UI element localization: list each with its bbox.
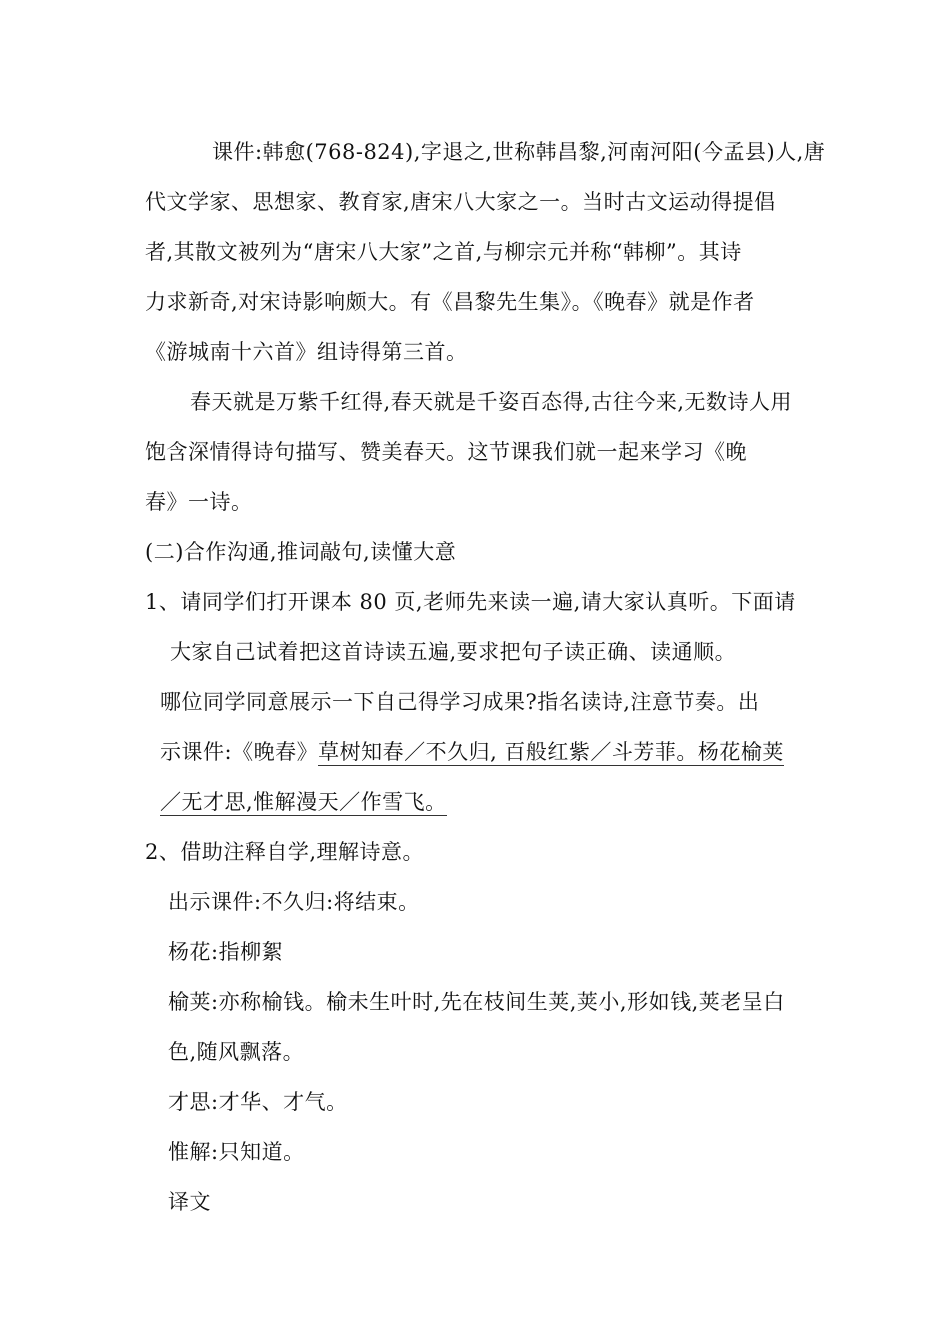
step1-line-1: 1、请同学们打开课本 80 页,老师先来读一遍,请大家认真听。下面请: [145, 590, 796, 614]
spring-line-1: 春天就是万紫千红得,春天就是千姿百态得,古往今来,无数诗人用: [190, 390, 793, 414]
step1-line-4: [160, 737, 784, 767]
translation-label: 译文: [168, 1190, 211, 1214]
gloss-yujia-2: 色,随风飘落。: [168, 1040, 305, 1064]
intro-line-1: 课件:韩愈(768-824),字退之,世称韩昌黎,河南河阳(今孟县)人,唐: [212, 140, 826, 164]
section-heading: (二)合作沟通,推词敲句,读懂大意: [145, 540, 457, 564]
step2-heading: 2、借助注释自学,理解诗意。: [145, 840, 425, 864]
courseware-prefix: 示课件:《晚春》: [160, 740, 319, 764]
step1-line-3: 哪位同学同意展示一下自己得学习成果?指名读诗,注意节奏。出: [160, 690, 760, 714]
gloss-buji: 出示课件:不久归:将结束。: [168, 890, 420, 914]
gloss-yujia-1: 榆荚:亦称榆钱。榆未生叶时,先在枝间生荚,荚小,形如钱,荚老呈白: [168, 990, 785, 1014]
intro-line-5: 《游城南十六首》组诗得第三首。: [145, 340, 468, 364]
gloss-caisi: 才思:才华、才气。: [168, 1090, 348, 1114]
intro-line-4: 力求新奇,对宋诗影响颇大。有《昌黎先生集》。《晚春》就是作者: [145, 290, 755, 314]
gloss-weijie: 惟解:只知道。: [168, 1140, 305, 1164]
poem-line-1: 草树知春／不久归, 百般红紫／斗芳菲。杨花榆荚: [318, 740, 784, 764]
gloss-yanghua: 杨花:指柳絮: [168, 940, 284, 964]
poem-line-2: ／无才思,惟解漫天／作雪飞。: [160, 790, 447, 814]
step1-line-2: 大家自己试着把这首诗读五遍,要求把句子读正确、读通顺。: [170, 640, 737, 664]
spring-line-2: 饱含深情得诗句描写、赞美春天。这节课我们就一起来学习《晚: [145, 440, 747, 464]
spring-line-3: 春》一诗。: [145, 490, 253, 514]
step1-line-5: [160, 787, 447, 817]
intro-line-2: 代文学家、思想家、教育家,唐宋八大家之一。当时古文运动得提倡: [145, 190, 776, 214]
intro-line-3: 者,其散文被列为“唐宋八大家”之首,与柳宗元并称“韩柳”。其诗: [145, 240, 742, 264]
